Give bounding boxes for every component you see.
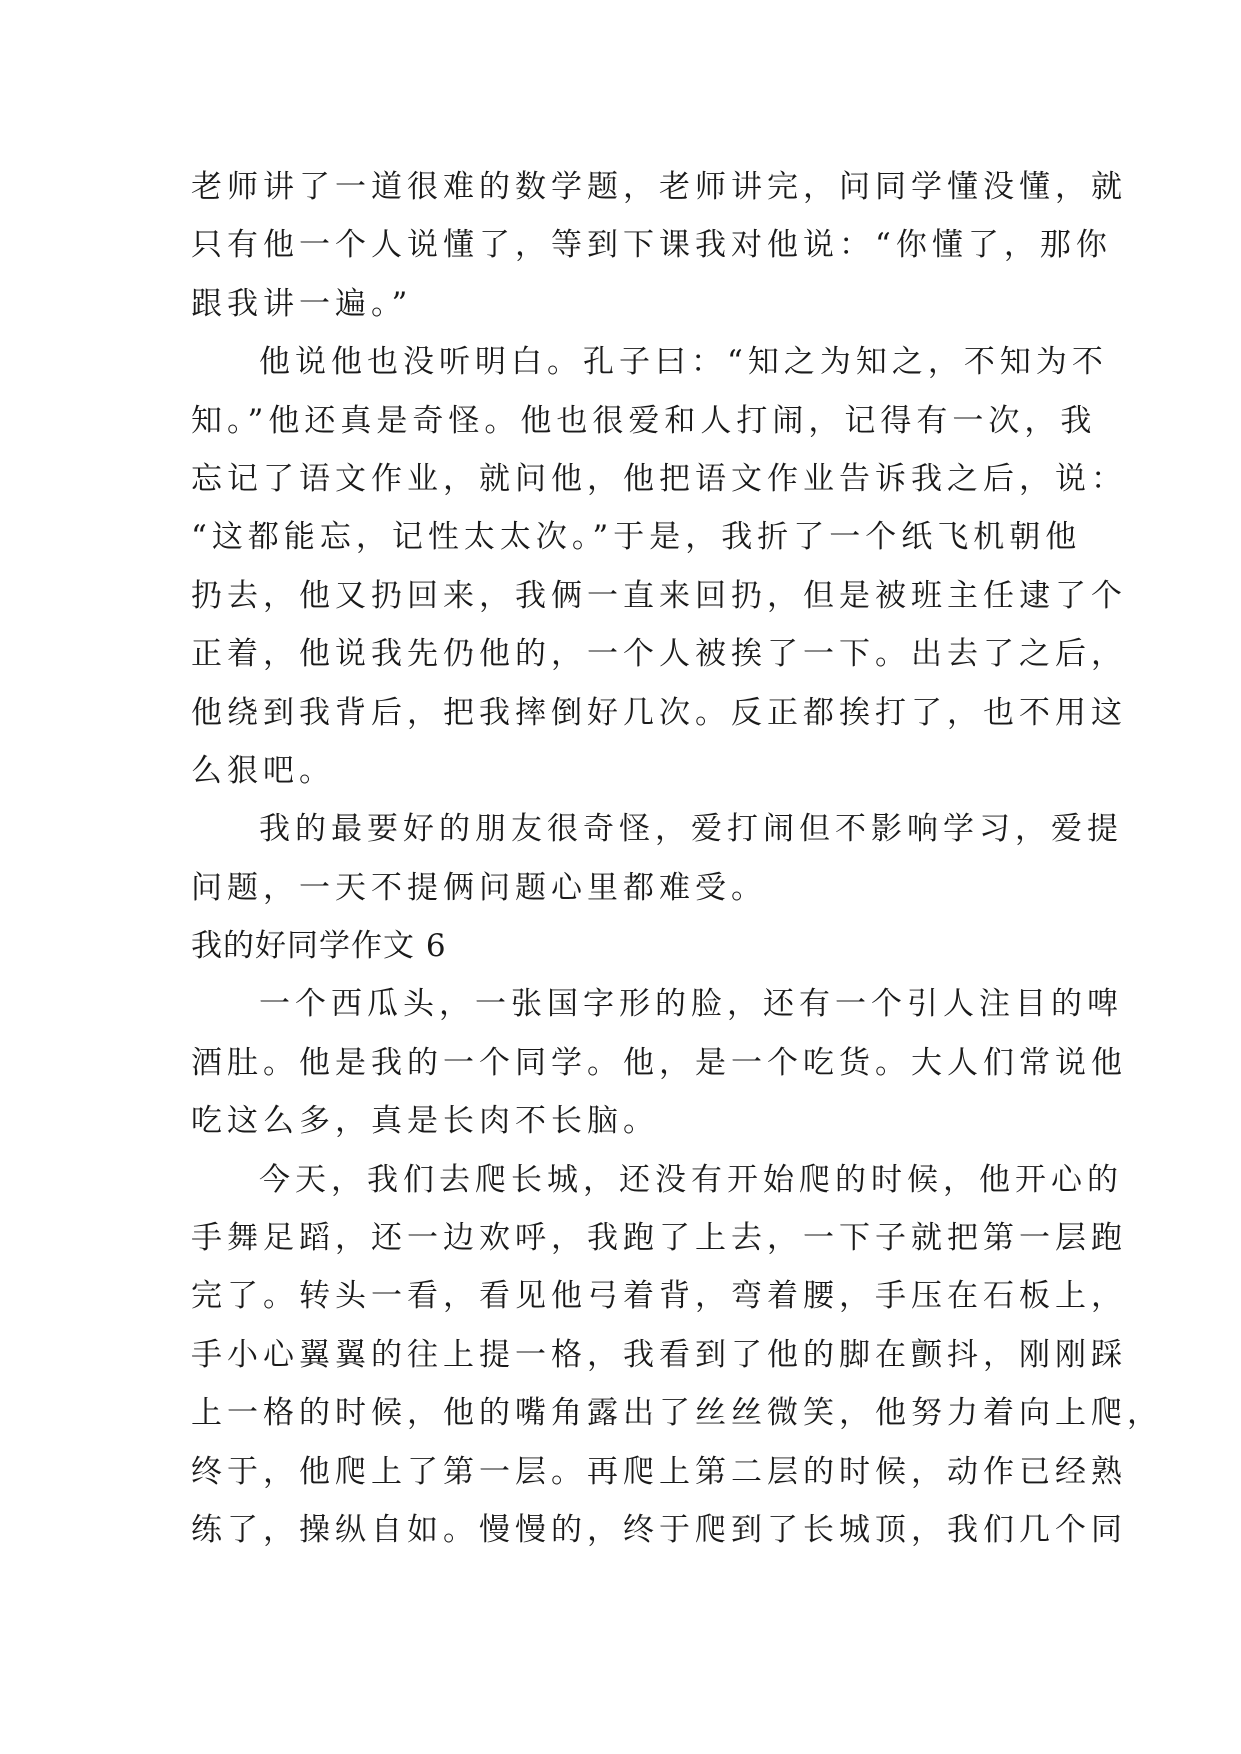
text-line: 终于，他爬上了第一层。再爬上第二层的时候，动作已经熟 [191, 1453, 1127, 1490]
text-line: 完了。转头一看，看见他弓着背，弯着腰，手压在石板上， [191, 1278, 1127, 1315]
text-line: 酒肚。他是我的一个同学。他，是一个吃货。大人们常说他 [191, 1044, 1127, 1081]
text-line: “这都能忘，记性太太次。”于是，我折了一个纸飞机朝他 [191, 519, 1082, 556]
text-line: 练了，操纵自如。慢慢的，终于爬到了长城顶，我们几个同 [191, 1511, 1127, 1548]
document-body [191, 158, 1163, 1559]
text-line: 手小心翼翼的往上提一格，我看到了他的脚在颤抖，刚刚踩 [191, 1336, 1127, 1373]
text-line: 扔去，他又扔回来，我俩一直来回扔，但是被班主任逮了个 [191, 577, 1127, 614]
paragraph-first-line: 我的最要好的朋友很奇怪，爱打闹但不影响学习，爱提 [259, 811, 1123, 848]
text-line: 么狠吧。 [191, 752, 335, 789]
text-line: 跟我讲一遍。” [191, 285, 413, 322]
text-line: 问题，一天不提俩问题心里都难受。 [191, 869, 767, 906]
text-line: 他绕到我背后，把我摔倒好几次。反正都挨打了，也不用这 [191, 694, 1127, 731]
text-line: 忘记了语文作业，就问他，他把语文作业告诉我之后，说： [191, 460, 1127, 497]
text-line: 只有他一个人说懂了，等到下课我对他说：“你懂了，那你 [191, 227, 1112, 264]
text-line: 知。”他还真是奇怪。他也很爱和人打闹，记得有一次，我 [191, 402, 1097, 439]
paragraph-first-line: 他说他也没听明白。孔子曰：“知之为知之，不知为不 [259, 344, 1108, 381]
paragraph-first-line: 一个西瓜头，一张国字形的脸，还有一个引人注目的啤 [259, 986, 1123, 1023]
text-line: 手舞足蹈，还一边欢呼，我跑了上去，一下子就把第一层跑 [191, 1220, 1127, 1257]
section-heading: 我的好同学作文 6 [191, 928, 447, 965]
text-line: 上一格的时候，他的嘴角露出了丝丝微笑，他努力着向上爬， [191, 1395, 1163, 1432]
text-line: 吃这么多，真是长肉不长脑。 [191, 1103, 659, 1140]
text-line: 正着，他说我先仍他的，一个人被挨了一下。出去了之后， [191, 636, 1127, 673]
paragraph-first-line: 今天，我们去爬长城，还没有开始爬的时候，他开心的 [259, 1161, 1123, 1198]
text-line: 老师讲了一道很难的数学题，老师讲完，问同学懂没懂，就 [191, 169, 1127, 205]
